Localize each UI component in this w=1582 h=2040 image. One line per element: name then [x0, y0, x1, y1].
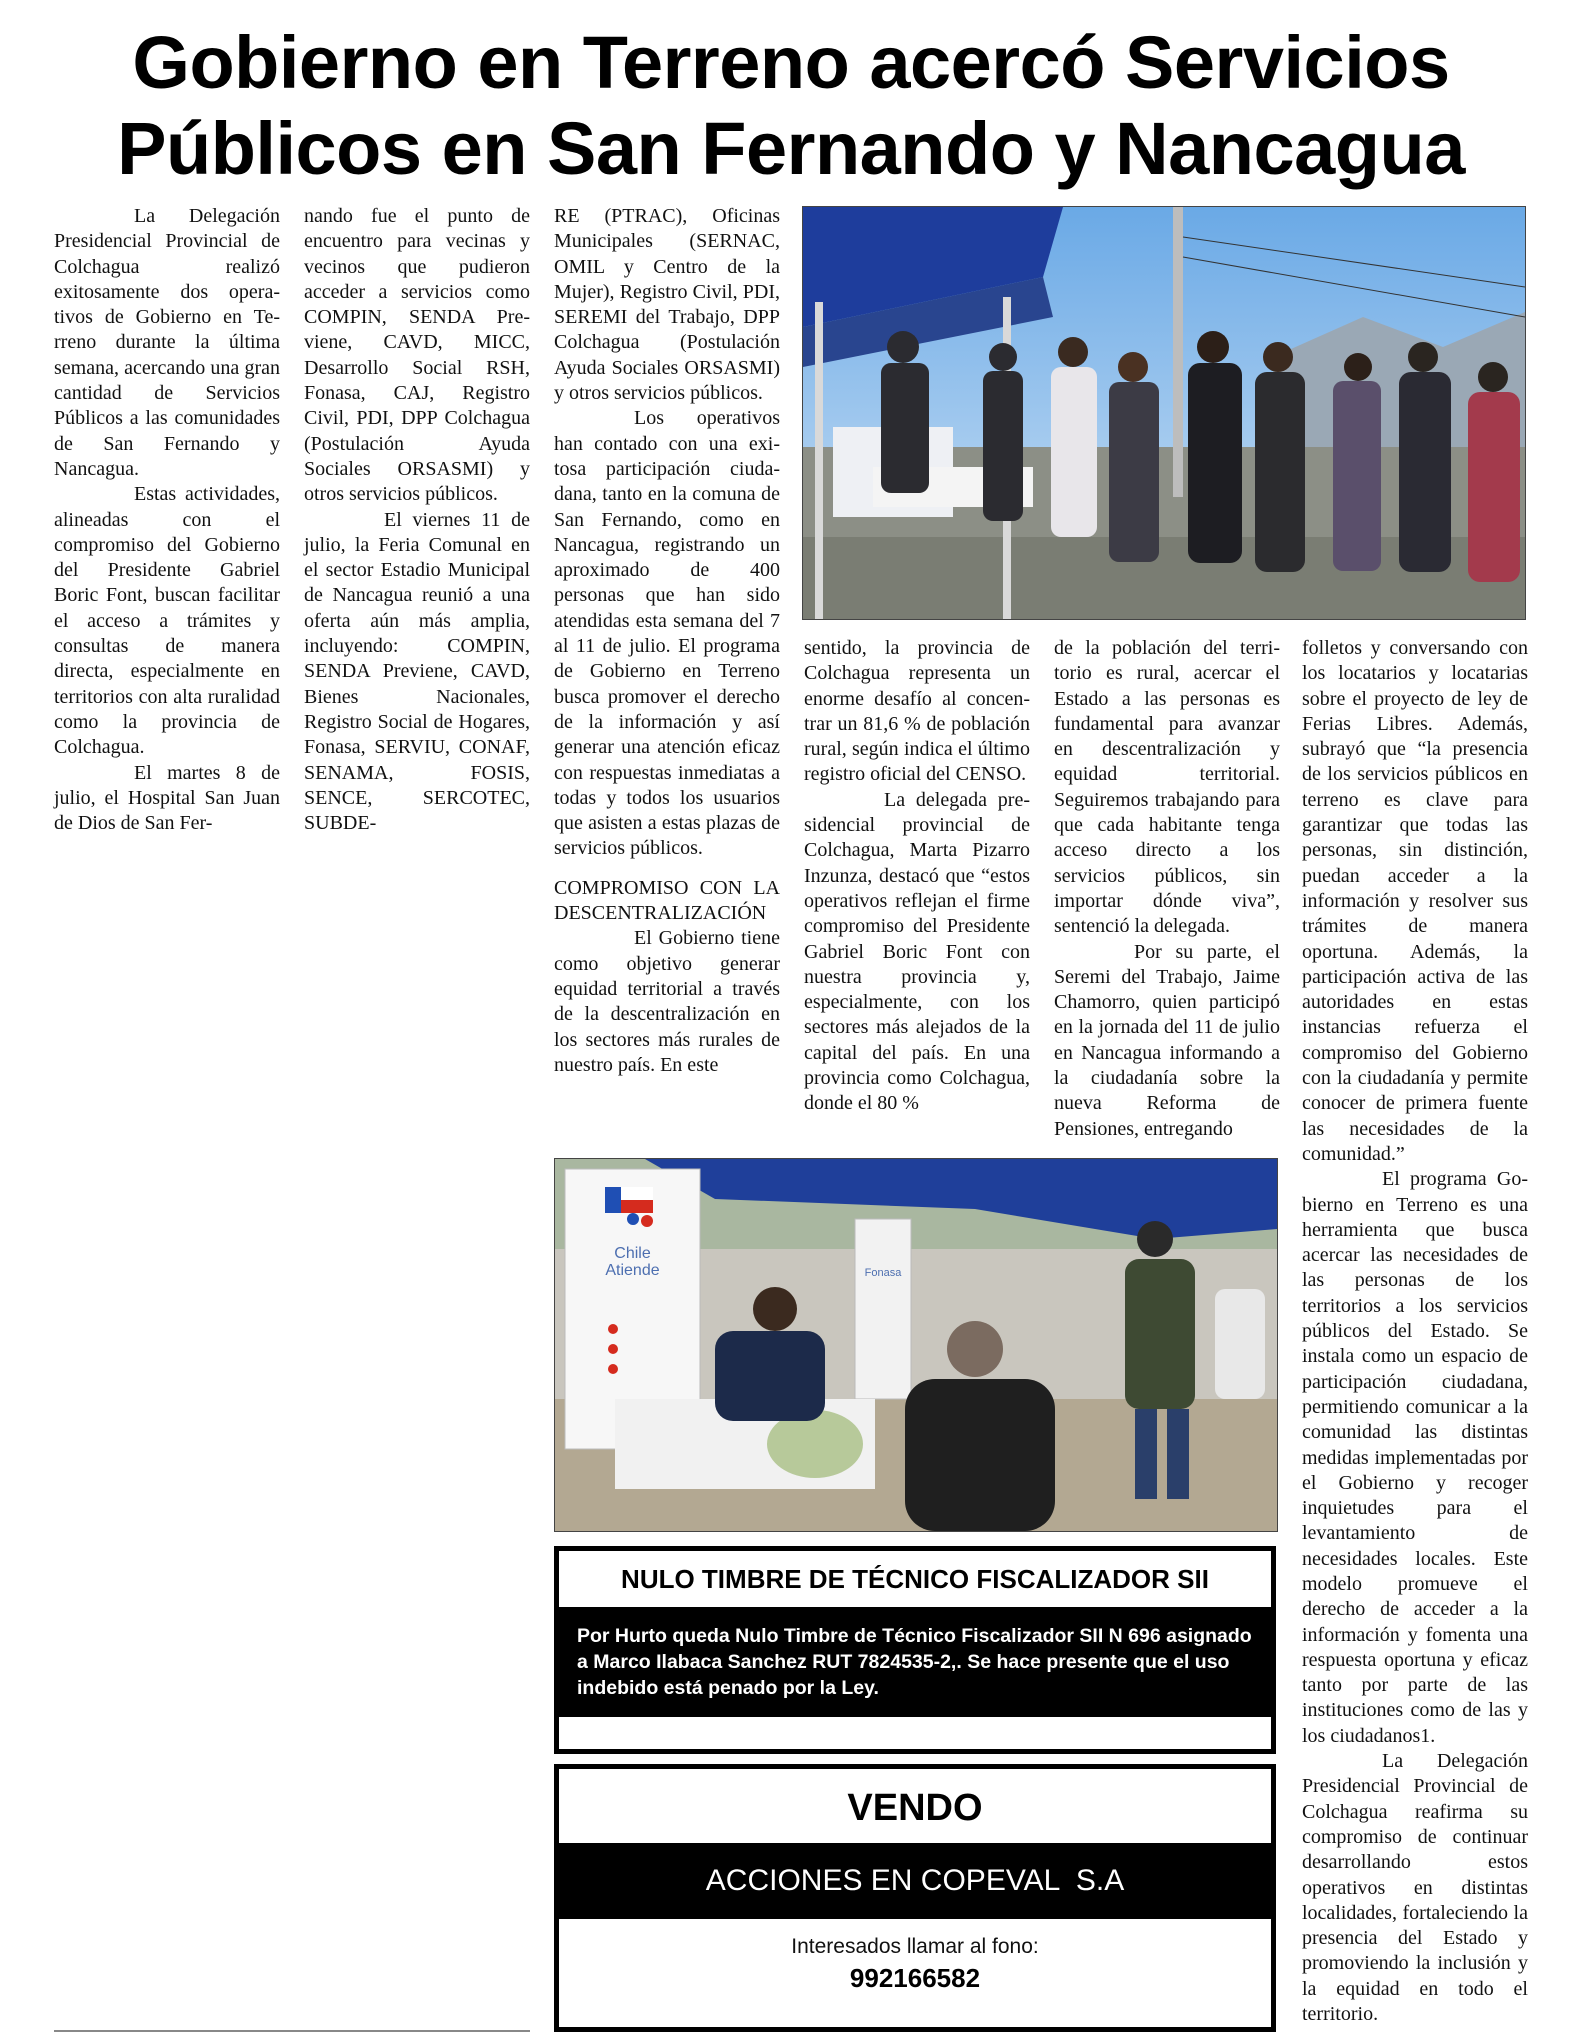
- article-column-6: [1302, 636, 1528, 2027]
- headline-line-1: Gobierno en Terreno acercó Servicios: [132, 21, 1450, 104]
- sign-brand-line-2: Atiende: [605, 1262, 660, 1279]
- fonasa-sign-text: Fonasa: [864, 1267, 902, 1279]
- bottom-divider: [54, 2030, 530, 2032]
- photo-crowd-at-tents: [802, 206, 1526, 620]
- headline-line-2: Públicos en San Fernando y Nancagua: [117, 107, 1465, 190]
- paragraph: El programa Gobierno en Terreno es una herramienta que busca acercar las necesidades de las personas de los territorios a los servicios públicos del Estado. Se instala como un espacio de participación ciudadana, permitiendo comunicar a la comunidad las distintas medidas implementadas por el Gobierno y recoger inquietudes para el levantamiento de necesidades locales. Este modelo promueve el derecho de acceder a la información y fomenta una respuesta oportuna y eficaz tanto por parte de las instituciones como de las y los ciudadanos1.: [1302, 1168, 1528, 1747]
- paragraph: Por su parte, el Seremi del Trabajo, Jaime Chamorro, quien participó en la jornada del 11 de julio en Nancagua informando a la ciudadanía sobre la nueva Reforma de Pensiones, entregando: [1054, 940, 1280, 1140]
- notice-nulo-timbre: [554, 1546, 1276, 1754]
- article-column-2: [304, 204, 530, 836]
- notice-contact-label: Interesados llamar al fono:: [791, 1935, 1039, 1958]
- notice-vendo-title: VENDO: [847, 1787, 983, 1829]
- paragraph: RE (PTRAC), Oficinas Municipales (SERNAC, OMIL y Centro de la Mujer), Registro Civil, PDI, SEREMI del Trabajo, DPP Colchagua (Postulación Ayuda Sociales ORSASMI) y otros servicios públicos.: [554, 205, 780, 405]
- notice-title: NULO TIMBRE DE TÉCNICO FISCALIZADOR SII: [559, 1551, 1271, 1607]
- photo-crowd-graphic: [803, 207, 1525, 619]
- article-column-3: [554, 204, 780, 1078]
- notice-vendo-subtitle: ACCIONES EN COPEVAL S.A: [559, 1843, 1271, 1919]
- paragraph: El martes 8 de julio, el Hospital San Juan de Dios de San Fer-: [54, 761, 280, 835]
- paragraph: La delegada presidencial provincial de Colchagua, Marta Pizarro Inzunza, destacó que “estos operativos reflejan el firme compromiso del Presidente Gabriel Boric Font con nuestra provincia y, especialmente, con los sectores más alejados de la capital del país. En una provincia como Colchagua, donde el 80 %: [804, 788, 1030, 1115]
- chile-atiende-sign-text: [575, 1245, 690, 1279]
- notice-vendo-acciones: [554, 1764, 1276, 2032]
- sign-brand-line-1: Chile: [614, 1245, 651, 1262]
- paragraph: nando fue el punto de encuentro para vecinas y vecinos que pudieron acceder a servicios como COMPIN, SENDA Previene, CAVD, MICC, Desarrollo Social RSH, Fonasa, CAJ, Registro Civil, PDI, DPP Colchagua (Postulación Ayuda Sociales ORSASMI) y otros servicios públicos.: [304, 205, 530, 506]
- paragraph: Estas actividades, alineadas con el compromiso del Gobierno del Presidente Gabriel Boric Font, buscan facilitar el acceso a trámites y consultas de manera directa, especialmente en territorios con alta ruralidad como la provincia de Colchagua.: [54, 483, 280, 759]
- article-headline: [40, 20, 1542, 192]
- article-column-4: [804, 636, 1030, 1117]
- photo-desk-graphic: [555, 1159, 1277, 1531]
- paragraph: La Delegación Presidencial Provincial de Colchagua reafirma su compromiso de continuar desarrollando estos operativos en distintas localidades, fortaleciendo la presencia del Estado y promoviendo la inclusión y la equidad en todo el territorio.: [1302, 1750, 1528, 2026]
- article-column-1: [54, 204, 280, 836]
- paragraph: La Delegación Presidencial Provincial de Colchagua realizó exitosamente dos operativos de Gobierno en Terreno durante la última semana, acercando una gran cantidad de Servicios Públicos a las comunidades de San Fernando y Nancagua.: [54, 205, 280, 480]
- paragraph: folletos y conversando con los locatarios y locatarias sobre el proyecto de ley de Ferias Libres. Además, subrayó que “la presencia de los servicios públicos en terreno es clave para garantizar que todas las personas, sin distinción, puedan acceder a la información y resolver sus trámites de manera oportuna. Además, la participación activa de las autoridades en estas instancias refuerza el compromiso del Gobierno con la ciudadanía y permite conocer de primera fuente las necesidades de la comunidad.”: [1302, 637, 1528, 1165]
- paragraph: sentido, la provincia de Colchagua representa un enorme desafío al concentrar un 81,6 % de población rural, según indica el último registro oficial del CENSO.: [804, 637, 1030, 786]
- photo-service-desk: [554, 1158, 1278, 1532]
- paragraph: El Gobierno tiene como objetivo generar equidad territorial a través de la descentralización en los sectores más rurales de nuestro país. En este: [554, 927, 780, 1076]
- notice-body: Por Hurto queda Nulo Timbre de Técnico Fiscalizador SII N 696 asignado a Marco Ilabaca Sanchez RUT 7824535-2,. Se hace presente que el uso indebido está penado por la Ley.: [559, 1607, 1271, 1717]
- section-subhead: COMPROMISO CON LA DESCENTRALIZACIÓN: [554, 876, 780, 925]
- paragraph: El viernes 11 de julio, la Feria Comunal en el sector Estadio Municipal de Nancagua reunió a una oferta aún más amplia, incluyendo: COMPIN, SENDA Previene, CAVD, Bienes Nacionales, Registro Social de Hogares, Fonasa, SERVIU, CONAF, SENAMA, FOSIS, SENCE, SERCOTEC, SUBDE-: [304, 508, 530, 835]
- paragraph: Los operativos han contado con una exitosa participación ciudadana, tanto en la comuna de San Fernando, como en Nancagua, registrando un aproximado de 400 personas que han sido atendidas esta semana del 7 al 11 de julio. El programa de Gobierno en Terreno busca promover el derecho de la información y así generar una atención eficaz con respuestas inmediatas a todas y todos los usuarios que asisten a estas plazas de servicios públicos.: [554, 407, 780, 860]
- article-column-5: [1054, 636, 1280, 1142]
- notice-phone: 992166582: [849, 1963, 981, 1993]
- paragraph: de la población del territorio es rural, acercar el Estado a las personas es fundamental para avanzar en descentralización y equidad territorial. Seguiremos trabajando para que cada habitante tenga acceso directo a los servicios públicos, sin importar dónde viva”, sentenció la delegada.: [1054, 637, 1280, 938]
